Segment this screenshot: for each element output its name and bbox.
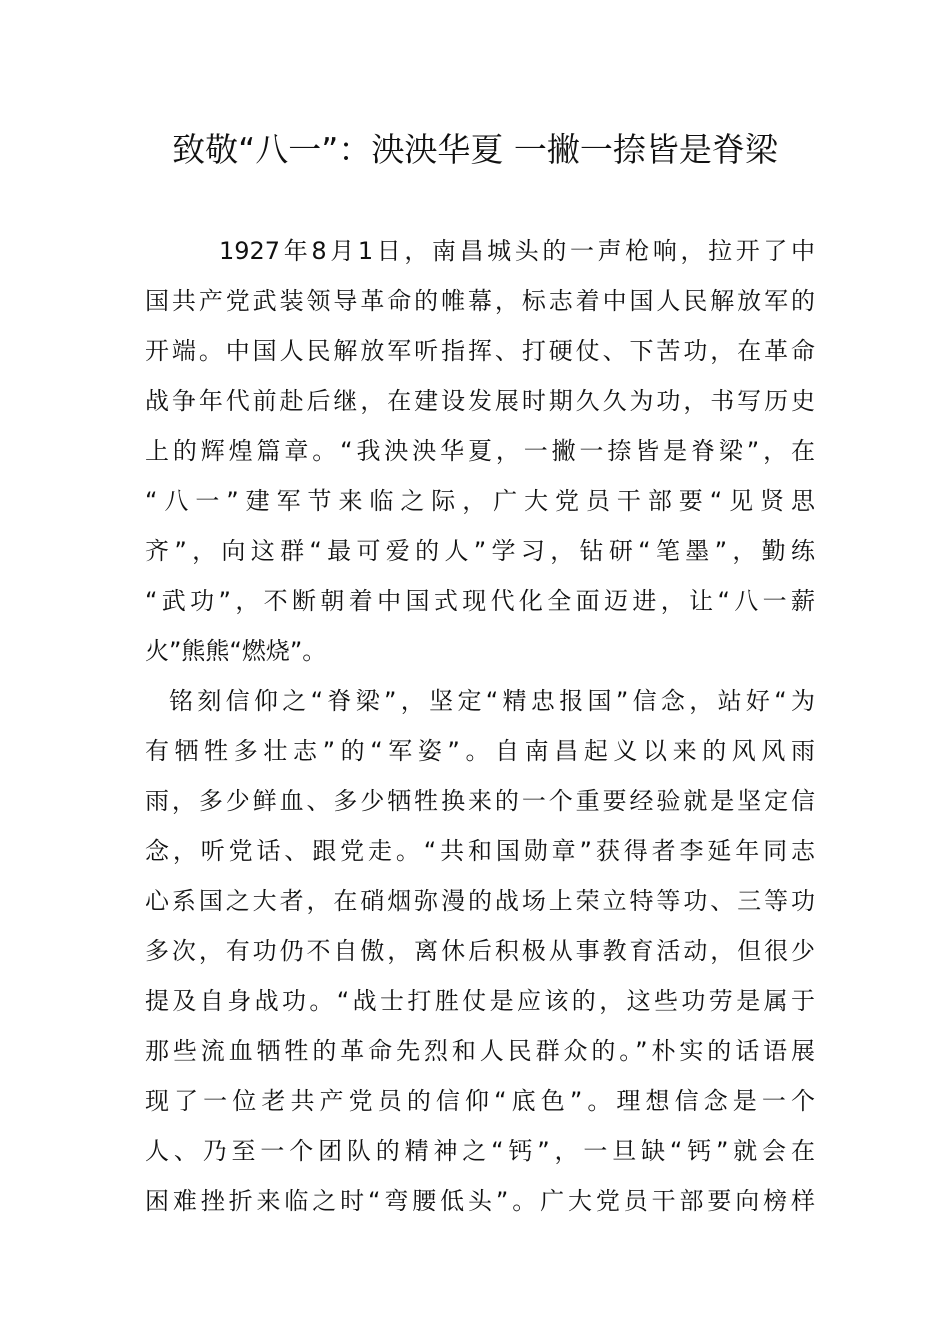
- paragraph-2-line: 铭刻信仰之“脊梁”，坚定“精忠报国”信念，站好“为: [169, 687, 815, 715]
- paragraph-1: [145, 226, 815, 676]
- paragraph-2-line: 雨，多少鲜血、多少牺牲换来的一个重要经验就是坚定信: [145, 787, 815, 815]
- paragraph-1-line: 国共产党武装领导革命的帷幕，标志着中国人民解放军的: [145, 287, 815, 315]
- paragraph-2-line: 人、乃至一个团队的精神之“钙”，一旦缺“钙”就会在: [145, 1137, 815, 1165]
- paragraph-1-line: 齐”，向这群“最可爱的人”学习，钻研“笔墨”，勤练: [145, 537, 815, 565]
- paragraph-1-line: “武功”，不断朝着中国式现代化全面迈进，让“八一薪: [145, 587, 815, 615]
- paragraph-2-line: 心系国之大者，在硝烟弥漫的战场上荣立特等功、三等功: [145, 887, 815, 915]
- paragraph-1-line: “八一”建军节来临之际，广大党员干部要“见贤思: [145, 487, 815, 515]
- paragraph-2-line: 多次，有功仍不自傲，离休后积极从事教育活动，但很少: [145, 937, 815, 965]
- paragraph-2-line: 困难挫折来临之时“弯腰低头”。广大党员干部要向榜样: [145, 1187, 815, 1215]
- paragraph-2: [145, 676, 815, 1226]
- document-title: 致敬“八一”：泱泱华夏 一撇一捺皆是脊梁: [172, 130, 778, 169]
- paragraph-1-line: 火”熊熊“燃烧”。: [145, 637, 327, 665]
- paragraph-1-line: 战争年代前赴后继，在建设发展时期久久为功，书写历史: [145, 387, 815, 415]
- paragraph-2-line: 有牺牲多壮志”的“军姿”。自南昌起义以来的风风雨: [145, 737, 815, 765]
- paragraph-2-line: 提及自身战功。“战士打胜仗是应该的，这些功劳是属于: [145, 987, 815, 1015]
- paragraph-2-line: 那些流血牺牲的革命先烈和人民群众的。”朴实的话语展: [145, 1037, 815, 1065]
- paragraph-1-line: 1927年8月1日，南昌城头的一声枪响，拉开了中: [219, 237, 815, 265]
- paragraph-1-line: 上的辉煌篇章。“我泱泱华夏，一撇一捺皆是脊梁”，在: [145, 437, 815, 465]
- paragraph-2-line: 现了一位老共产党员的信仰“底色”。理想信念是一个: [145, 1087, 815, 1115]
- paragraph-1-line: 开端。中国人民解放军听指挥、打硬仗、下苦功，在革命: [145, 337, 815, 365]
- paragraph-2-line: 念，听党话、跟党走。“共和国勋章”获得者李延年同志: [145, 837, 815, 865]
- document-body: [145, 226, 815, 1226]
